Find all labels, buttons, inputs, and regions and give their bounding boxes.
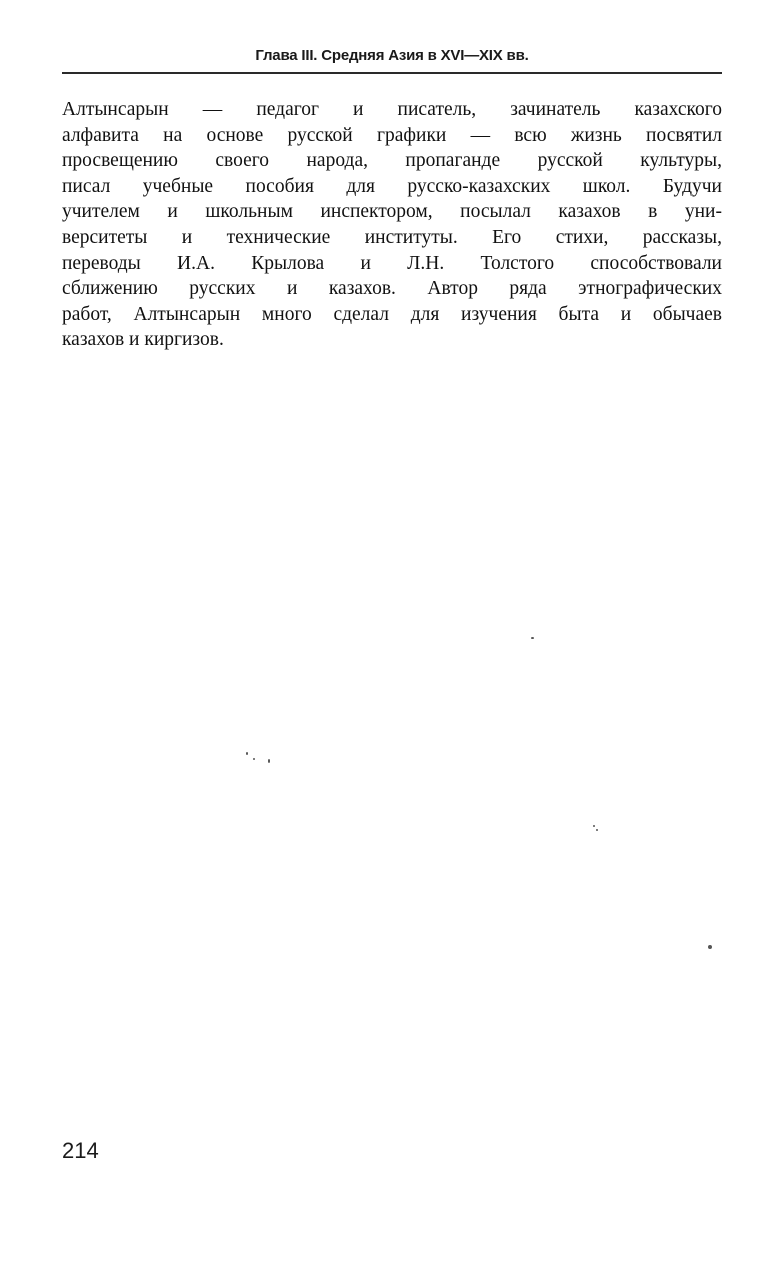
- body-paragraph: [62, 97, 722, 353]
- paragraph-line: верситеты и технические институты. Его стихи, рассказы,: [62, 226, 722, 248]
- scan-speck: [593, 825, 595, 827]
- paragraph-line: писал учебные пособия для русско-казахских школ. Будучи: [62, 175, 722, 197]
- paragraph-line: учителем и школьным инспектором, посылал казахов в уни-: [62, 201, 722, 223]
- scan-speck: [531, 637, 534, 639]
- scan-speck: [253, 758, 255, 760]
- scan-speck: [708, 945, 712, 949]
- scan-speck: [596, 829, 598, 831]
- page-number: 214: [62, 1138, 99, 1163]
- header-rule: [62, 72, 722, 74]
- paragraph-line: переводы И.А. Крылова и Л.Н. Толстого способствовали: [62, 252, 722, 274]
- scan-speck: [268, 759, 270, 763]
- paragraph-line: казахов и киргизов.: [62, 329, 224, 351]
- running-header: Глава III. Средняя Азия в XVI—XIX вв.: [255, 47, 529, 64]
- paragraph-line: просвещению своего народа, пропаганде русской культуры,: [62, 150, 722, 172]
- paragraph-line: алфавита на основе русской графики — всю жизнь посвятил: [62, 124, 722, 146]
- paragraph-line: работ, Алтынсарын много сделал для изучения быта и обычаев: [62, 303, 722, 325]
- paragraph-line: Алтынсарын — педагог и писатель, зачинатель казахского: [62, 99, 722, 120]
- paragraph-line: сближению русских и казахов. Автор ряда этнографических: [62, 278, 722, 300]
- scan-speck: [246, 752, 248, 755]
